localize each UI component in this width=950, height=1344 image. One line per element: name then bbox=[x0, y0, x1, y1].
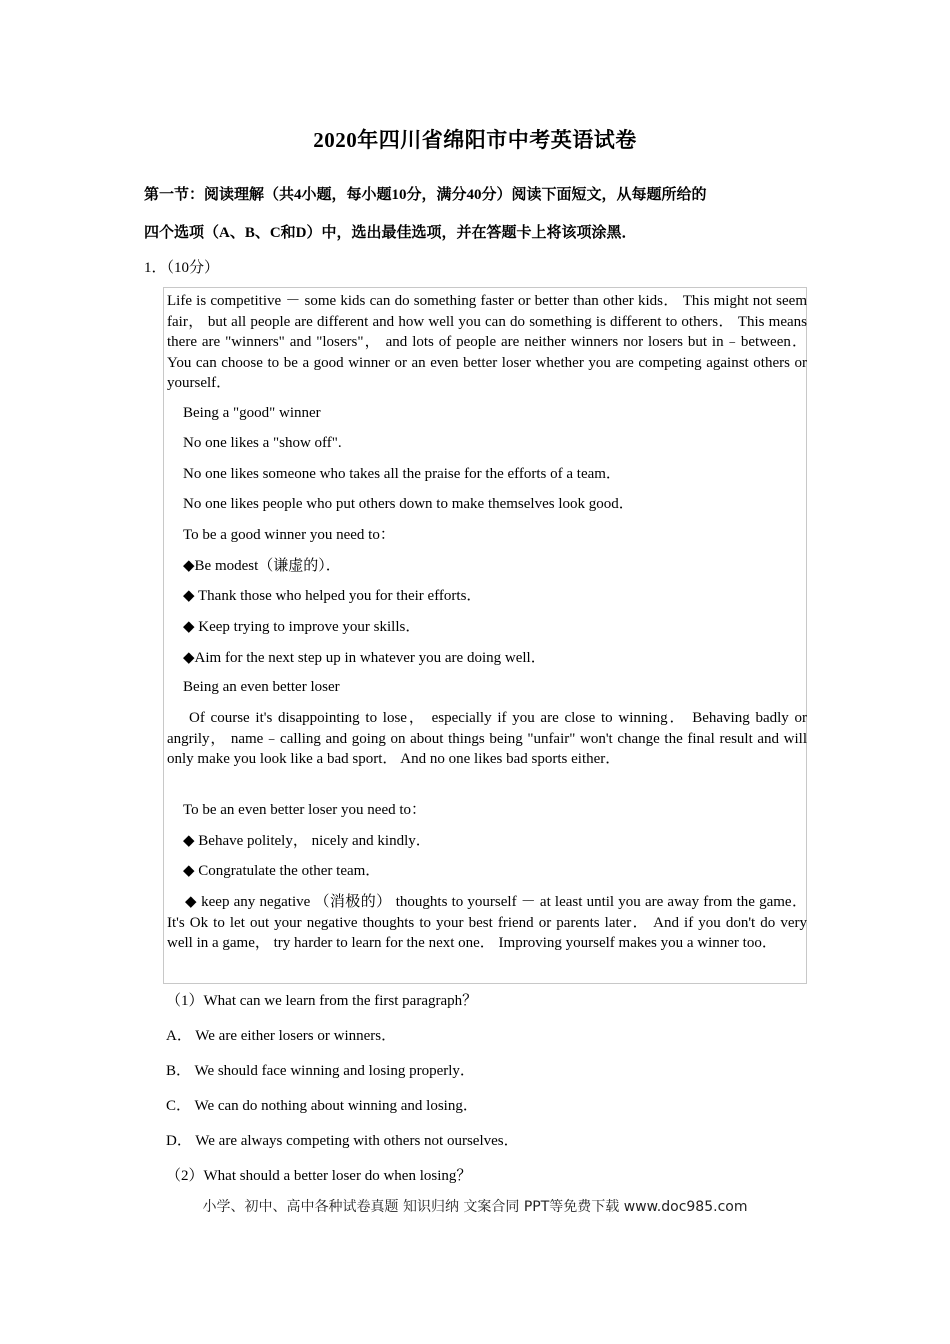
passage-line: Being a "good" winner bbox=[183, 405, 321, 421]
passage-line: To be a good winner you need to： bbox=[183, 527, 395, 543]
passage-line: No one likes someone who takes all the praise for the efforts of a team． bbox=[183, 466, 621, 482]
section-instruction-line-1: 第一节：阅读理解（共4小题，每小题10分，满分40分）阅读下面短文，从每题所给的 bbox=[144, 187, 707, 203]
question-number: 1．（10分） bbox=[144, 260, 220, 276]
question-2-stem: （2）What should a better loser do when losing？ bbox=[166, 1168, 472, 1184]
question-1-stem: （1）What can we learn from the first paragraph？ bbox=[166, 993, 478, 1009]
section-instruction-line-2: 四个选项（A、B、C和D）中，选出最佳选项，并在答题卡上将该项涂黑． bbox=[144, 225, 637, 241]
footer-promo: 小学、初中、高中各种试卷真题 知识归纳 文案合同 PPT等免费下载 www.doc985.com bbox=[202, 1199, 748, 1215]
passage-intro-paragraph: Life is competitive － some kids can do something faster or better than other kids． This might not seem fair， but all people are different and how well you can do something is different to others． This means there are "winners" and "losers"， and lots of people are neither winners nor losers but in﹣between． You can choose to be a good winner or an even better loser whether you are competing against others or yourself． bbox=[167, 293, 807, 391]
bullet-line: ◆ Keep trying to improve your skills． bbox=[183, 619, 421, 635]
reading-passage-box bbox=[163, 287, 807, 984]
page-title: 2020年四川省绵阳市中考英语试卷 bbox=[313, 128, 637, 152]
bullet-line: ◆ Congratulate the other team． bbox=[183, 863, 381, 879]
option-d[interactable]: D． We are always competing with others not ourselves． bbox=[166, 1133, 519, 1149]
option-c[interactable]: C． We can do nothing about winning and losing． bbox=[166, 1098, 478, 1114]
passage-line: To be an even better loser you need to： bbox=[183, 802, 427, 818]
bullet-line: ◆Be modest（谦虚的）． bbox=[183, 558, 341, 574]
bullet-line: ◆ Thank those who helped you for their efforts． bbox=[183, 588, 482, 604]
passage-line: No one likes a "show off". bbox=[183, 435, 342, 451]
passage-line: Being an even better loser bbox=[183, 679, 340, 695]
passage-line: No one likes people who put others down to make themselves look good． bbox=[183, 496, 634, 512]
passage-paragraph-2: Of course it's disappointing to lose， especially if you are close to winning． Behaving badly or angrily， name﹣calling and going on about things being "unfair" won't change the final result and will only make you look like a bad sport． And no one likes bad sports either． bbox=[167, 710, 807, 767]
bullet-line: ◆ Behave politely， nicely and kindly． bbox=[183, 833, 431, 849]
option-a[interactable]: A． We are either losers or winners． bbox=[166, 1028, 397, 1044]
bullet-line: ◆Aim for the next step up in whatever you are doing well． bbox=[183, 650, 546, 666]
option-b[interactable]: B． We should face winning and losing properly． bbox=[166, 1063, 475, 1079]
passage-paragraph-3: ◆ keep any negative （消极的） thoughts to yourself － at least until you are away from the game． It's Ok to let out your negative thoughts to your best friend or parents later． And if you don't do very well in a game， try harder to learn for the next one． Improving yourself makes you a winner too． bbox=[167, 894, 807, 951]
